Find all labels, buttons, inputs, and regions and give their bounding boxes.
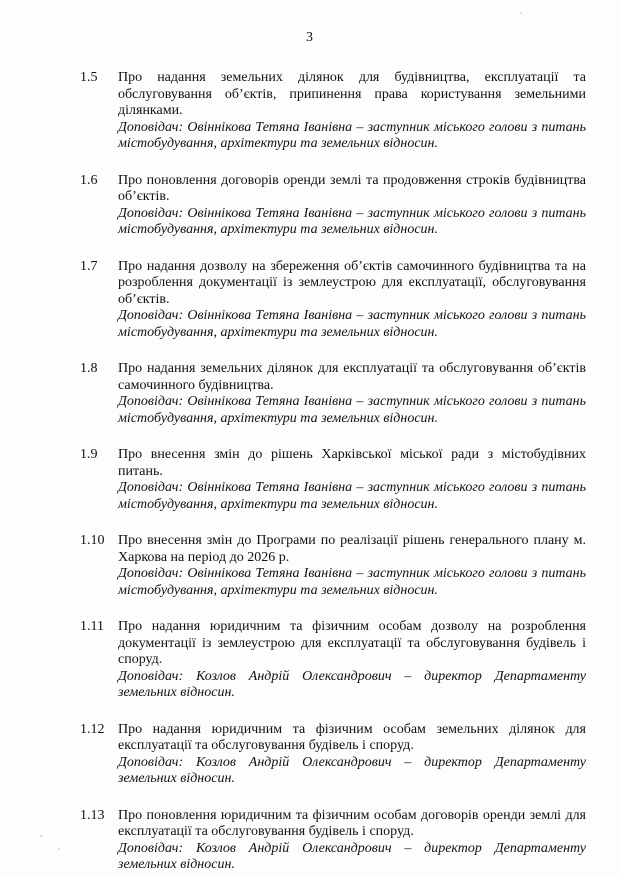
item-body: [118, 619, 586, 702]
scan-speck: [58, 848, 60, 850]
page-number: 3: [306, 30, 313, 45]
item-title: Про надання юридичним та фізичним особам земельних ділянок для експлуатації та обслуговування будівель і споруд.: [118, 721, 586, 753]
agenda-item: [80, 619, 586, 702]
speaker-label: Доповідач:: [118, 119, 184, 135]
item-title: Про внесення змін до рішень Харківської міської ради з містобудівних питань.: [118, 447, 586, 479]
item-number: 1.13: [80, 807, 105, 823]
item-body: [118, 722, 586, 788]
agenda-item: [80, 259, 586, 342]
speaker-label: Доповідач:: [118, 394, 184, 409]
speaker-label: Доповідач:: [118, 566, 184, 581]
speaker-text: Овіннікова Тетяна Іванівна – заступник міського голови з питань містобудування, архітектури та земельних відносин.: [118, 480, 586, 512]
item-title: Про надання дозволу на збереження об’єктів самочинного будівництва та на розроблення документації із землеустрою для експлуатації, обслуговування об’єктів.: [118, 258, 586, 307]
item-body: [118, 70, 586, 153]
item-title: Про надання земельних ділянок для експлуатації та обслуговування об’єктів самочинного будівництва.: [118, 361, 586, 393]
item-body: [118, 447, 586, 513]
item-title: Про поновлення юридичним та фізичним особам договорів оренди землі для експлуатації та обслуговування будівель і споруд.: [118, 807, 586, 839]
item-speaker: [118, 669, 586, 702]
speaker-text: Овіннікова Тетяна Іванівна – заступник міського голови з питань містобудування, архітектури та земельних відносин.: [118, 394, 586, 426]
item-speaker: [118, 755, 586, 788]
item-number: 1.6: [80, 172, 98, 188]
speaker-label: Доповідач:: [118, 480, 184, 495]
speaker-label: Доповідач:: [118, 668, 184, 684]
item-title: Про надання юридичним та фізичним особам дозволу на розроблення документації із землеустрою для експлуатації та обслуговування будівель і споруд.: [118, 619, 586, 667]
item-number: 1.8: [80, 361, 98, 376]
agenda-item: [80, 447, 586, 513]
scan-speck: [40, 835, 43, 837]
speaker-text: Овіннікова Тетяна Іванівна – заступник міського голови з питань містобудування, архітектури та земельних відносин.: [118, 566, 586, 598]
speaker-text: Овіннікова Тетяна Іванівна – заступник міського голови з питань містобудування, архітектури та земельних відносин.: [118, 119, 586, 151]
scan-speck: [520, 12, 522, 14]
agenda-item: [80, 808, 586, 874]
speaker-label: Доповідач:: [118, 840, 184, 856]
agenda-item: [80, 722, 586, 788]
speaker-label: Доповідач:: [118, 754, 184, 770]
item-title: Про поновлення договорів оренди землі та продовження строків будівництва об’єктів.: [118, 172, 586, 204]
item-speaker: [118, 841, 586, 874]
agenda-item: [80, 533, 586, 599]
item-number: 1.9: [80, 447, 98, 462]
speaker-text: Овіннікова Тетяна Іванівна – заступник міського голови з питань містобудування, архітектури та земельних відносин.: [118, 308, 586, 340]
agenda-item: [80, 70, 586, 153]
item-body: [118, 533, 586, 599]
agenda-item: [80, 173, 586, 239]
item-body: [118, 808, 586, 874]
item-number: 1.7: [80, 258, 98, 274]
item-title: Про внесення змін до Програми по реалізації рішень генерального плану м. Харкова на період до 2026 р.: [118, 533, 586, 565]
item-speaker: [118, 394, 586, 427]
item-speaker: [118, 566, 586, 599]
item-body: [118, 173, 586, 239]
item-number: 1.11: [80, 619, 104, 634]
speaker-label: Доповідач:: [118, 205, 184, 221]
item-speaker: [118, 480, 586, 513]
item-number: 1.5: [80, 70, 98, 85]
agenda-list: [80, 70, 586, 894]
agenda-item: [80, 361, 586, 427]
speaker-text: Козлов Андрій Олександрович – директор Департаменту земельних відносин.: [118, 754, 586, 786]
speaker-text: Козлов Андрій Олександрович – директор Департаменту земельних відносин.: [118, 840, 586, 872]
speaker-label: Доповідач:: [118, 308, 184, 323]
speaker-text: Козлов Андрій Олександрович – директор Департаменту земельних відносин.: [118, 668, 586, 700]
item-body: [118, 361, 586, 427]
item-number: 1.10: [80, 533, 105, 548]
item-speaker: [118, 206, 586, 239]
item-number: 1.12: [80, 721, 105, 737]
item-speaker: [118, 120, 586, 153]
item-title: Про надання земельних ділянок для будівництва, експлуатації та обслуговування об’єктів, припинення права користування земельними ділянками.: [118, 70, 586, 118]
speaker-text: Овіннікова Тетяна Іванівна – заступник міського голови з питань містобудування, архітектури та земельних відносин.: [118, 205, 586, 237]
item-body: [118, 259, 586, 342]
item-speaker: [118, 308, 586, 341]
